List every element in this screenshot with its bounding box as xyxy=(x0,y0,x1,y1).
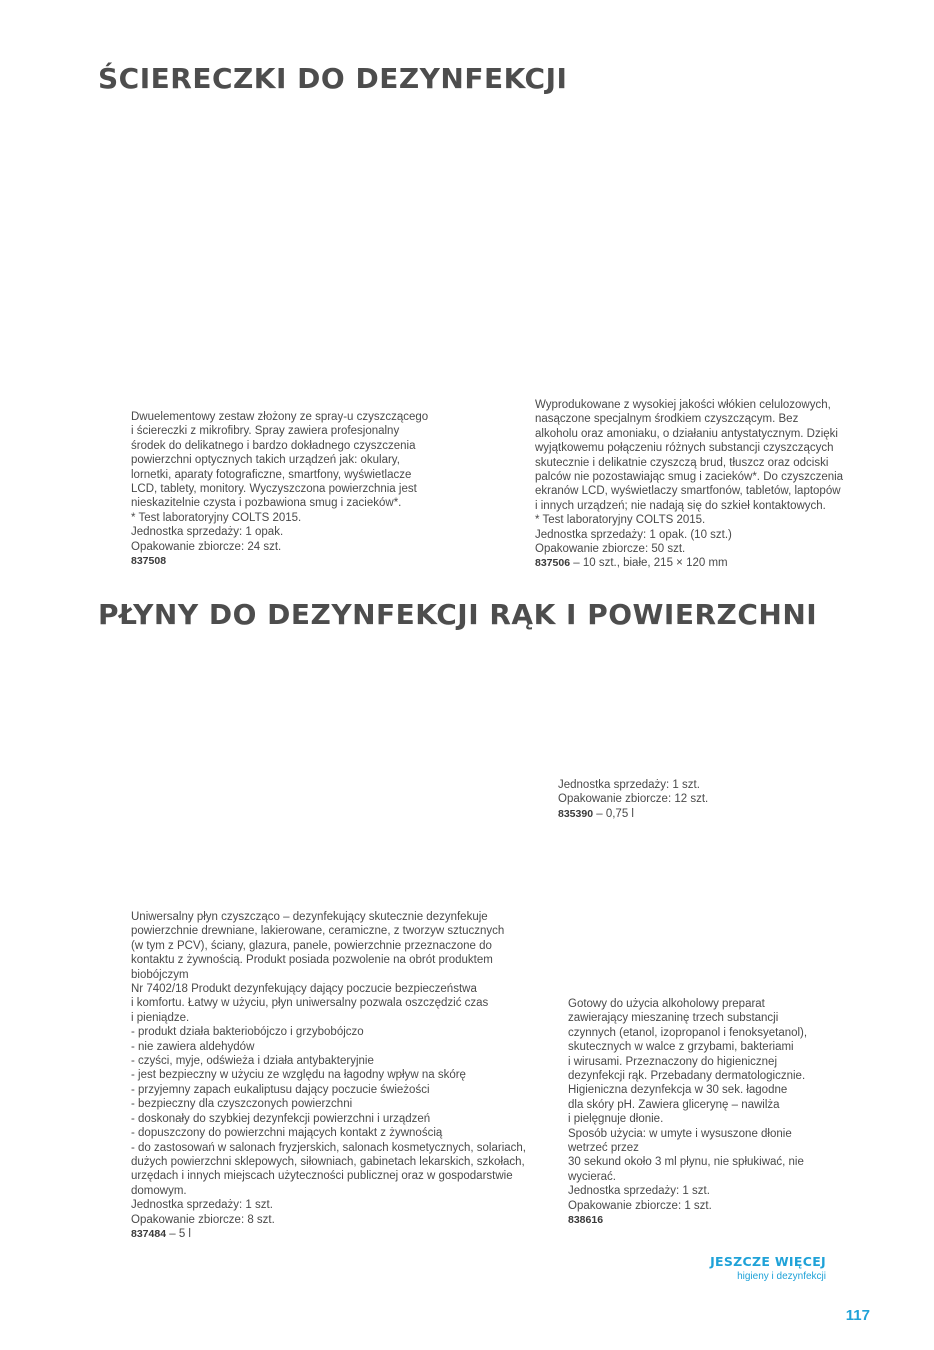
description-line: kontaktu z żywnością. Produkt posiada pozwolenie na obrót produktem xyxy=(131,954,493,967)
description-line: Jednostka sprzedaży: 1 opak. (10 szt.) xyxy=(535,528,732,541)
description-line: Opakowanie zbiorcze: 12 szt. xyxy=(558,793,709,806)
product-description-838616 xyxy=(568,997,807,1228)
description-line: Opakowanie zbiorcze: 1 szt. xyxy=(568,1199,712,1212)
description-line: Gotowy do użycia alkoholowy preparat xyxy=(568,998,765,1010)
product-code: 837506 xyxy=(535,557,571,570)
description-line: wycierać. xyxy=(568,1170,616,1183)
description-line: palców nie pozostawiając smug i zacieków*. Do czyszczenia xyxy=(535,471,844,484)
description-line: dużych powierzchni sklepowych, siłowniach, gabinetach lekarskich, szkołach, xyxy=(131,1155,525,1168)
description-line: alkoholu oraz amoniaku, o działaniu antystatycznym. Dzięki xyxy=(535,427,838,440)
product-code-row xyxy=(131,554,428,568)
page-number: 117 xyxy=(845,1307,870,1324)
description-line: - czyści, myje, odświeża i działa antybakteryjnie xyxy=(131,1055,374,1068)
description-line: - produkt działa bakteriobójczo i grzybobójczo xyxy=(131,1026,364,1039)
description-line: i komfortu. Łatwy w użyciu, płyn uniwersalny pozwala oszczędzić czas xyxy=(131,997,489,1010)
description-line: powierzchnie drewniane, lakierowane, ceramiczne, z tworzyw sztucznych xyxy=(131,925,505,938)
section-title-liquids: PŁYNY DO DEZYNFEKCJI RĄK I POWIERZCHNI xyxy=(98,598,818,631)
description-line: - nie zawiera aldehydów xyxy=(131,1040,255,1053)
description-line: ekranów LCD, wyświetlaczy smartfonów, tabletów, laptopów xyxy=(535,485,841,498)
description-line: Higieniczna dezynfekcja w 30 sek. łagodne xyxy=(568,1084,788,1097)
description-line: Sposób użycia: w umyte i wysuszone dłonie xyxy=(568,1127,792,1140)
description-line: skutecznych w walce z grzybami, bakteriami xyxy=(568,1041,794,1054)
description-line: wyjątkowemu połączeniu różnych substancji czyszczących xyxy=(535,442,834,455)
description-line: powierzchni optycznych takich urządzeń jak: okulary, xyxy=(131,454,400,467)
description-line: - przyjemny zapach eukaliptusu dający poczucie świeżości xyxy=(131,1083,430,1096)
description-line: urzędach i innych miejscach użyteczności publicznej oraz w gospodarstwie xyxy=(131,1170,513,1183)
product-code-row xyxy=(131,1227,526,1241)
description-line: Jednostka sprzedaży: 1 szt. xyxy=(568,1185,710,1198)
product-code: 835390 xyxy=(558,807,594,820)
description-line: Opakowanie zbiorcze: 50 szt. xyxy=(535,543,686,556)
product-code: 837508 xyxy=(131,555,167,568)
promo-subtitle: higieny i dezynfekcji xyxy=(737,1271,826,1282)
description-line: 30 sekund około 3 ml płynu, nie spłukiwać, nie xyxy=(568,1156,804,1169)
product-variant: – 5 l xyxy=(166,1227,191,1240)
description-line: skutecznie i delikatnie czyszczą brud, tłuszcz oraz odciski xyxy=(535,456,829,469)
description-line: - jest bezpieczny w użyciu ze względu na łagodny wpływ na skórę xyxy=(131,1069,466,1082)
description-line: - dopuszczony do powierzchni mających kontakt z żywnością xyxy=(131,1127,443,1140)
description-line: nieskazitelnie czysta i pozbawiona smug i zacieków*. xyxy=(131,497,402,510)
product-code-row xyxy=(568,1213,807,1227)
description-line: Jednostka sprzedaży: 1 opak. xyxy=(131,526,284,539)
product-variant: – 10 szt., białe, 215 × 120 mm xyxy=(570,557,728,570)
description-line: (w tym z PCV), ściany, glazura, panele, powierzchnie przeznaczone do xyxy=(131,939,492,952)
description-line: nasączone specjalnym środkiem czyszczącym. Bez xyxy=(535,413,799,426)
description-line: Opakowanie zbiorcze: 24 szt. xyxy=(131,540,282,553)
description-line: i pieniądze. xyxy=(131,1011,190,1024)
description-line: - bezpieczny dla czyszczonych powierzchni xyxy=(131,1098,353,1111)
description-line: domowym. xyxy=(131,1184,187,1197)
description-line: lornetki, aparaty fotograficzne, smartfony, wyświetlacze xyxy=(131,468,412,481)
description-line: i innych urządzeń; nie nadają się do szkieł kontaktowych. xyxy=(535,499,826,512)
description-line: Jednostka sprzedaży: 1 szt. xyxy=(131,1199,273,1212)
description-line: Nr 7402/18 Produkt dezynfekujący dający poczucie bezpieczeństwa xyxy=(131,983,477,996)
description-line: dla skóry pH. Zawiera glicerynę – nawilża xyxy=(568,1098,780,1111)
product-code: 837484 xyxy=(131,1227,167,1240)
description-line: Wyprodukowane z wysokiej jakości włókien celulozowych, xyxy=(535,399,831,411)
description-line: zawierający mieszaninę trzech substancji xyxy=(568,1012,779,1025)
description-line: czynnych (etanol, izopropanol i fenoksyetanol), xyxy=(568,1026,808,1039)
product-code-row xyxy=(558,807,708,821)
description-line: Dwuelementowy zestaw złożony ze spray-u czyszczącego xyxy=(131,411,429,423)
product-description-837506 xyxy=(535,398,843,571)
description-line: i wirusami. Przeznaczony do higienicznej xyxy=(568,1055,778,1068)
description-line: - doskonały do szybkiej dezynfekcji powierzchni i urządzeń xyxy=(131,1112,431,1125)
product-variant: – 0,75 l xyxy=(593,807,634,820)
promo-title: JESZCZE WIĘCEJ xyxy=(710,1254,826,1269)
product-description-837508 xyxy=(131,410,428,568)
description-line: Uniwersalny płyn czyszcząco – dezynfekujący skutecznie dezynfekuje xyxy=(131,911,488,923)
description-line: wetrzeć przez xyxy=(568,1142,639,1155)
description-line: Opakowanie zbiorcze: 8 szt. xyxy=(131,1213,275,1226)
description-line: dezynfekcji rąk. Przebadany dermatologicznie. xyxy=(568,1070,806,1083)
description-line: biobójczym xyxy=(131,968,189,981)
description-line: i ściereczki z mikrofibry. Spray zawiera profesjonalny xyxy=(131,425,400,438)
description-line: środek do delikatnego i bardzo dokładnego czyszczenia xyxy=(131,439,416,452)
product-description-837484 xyxy=(131,910,526,1241)
description-line: * Test laboratoryjny COLTS 2015. xyxy=(131,511,302,524)
description-line: Jednostka sprzedaży: 1 szt. xyxy=(558,779,700,791)
product-code: 838616 xyxy=(568,1214,604,1227)
description-line: LCD, tablety, monitory. Wyczyszczona powierzchnia jest xyxy=(131,483,417,496)
description-line: i pielęgnuje dłonie. xyxy=(568,1113,664,1126)
description-line: * Test laboratoryjny COLTS 2015. xyxy=(535,514,706,527)
product-description-835390 xyxy=(558,778,708,821)
description-line: - do zastosowań w salonach fryzjerskich, salonach kosmetycznych, solariach, xyxy=(131,1141,527,1154)
section-title-wipes: ŚCIERECZKI DO DEZYNFEKCJI xyxy=(98,62,568,95)
product-code-row xyxy=(535,556,843,570)
